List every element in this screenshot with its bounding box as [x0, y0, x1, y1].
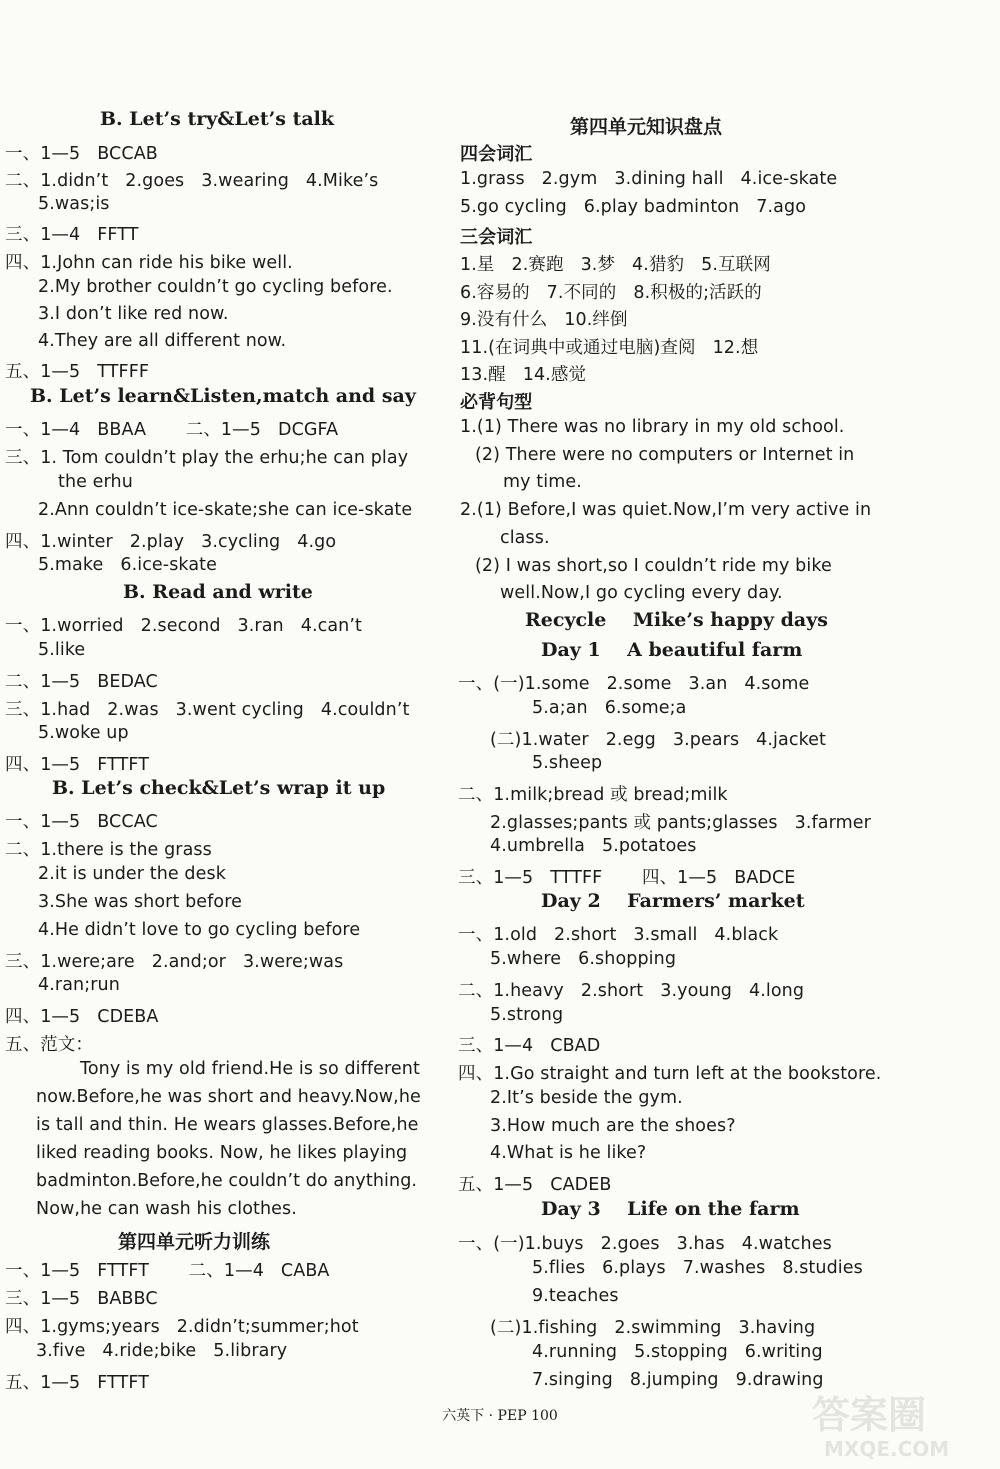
answer-line: 4.running 5.stopping 6.writing	[532, 1342, 823, 1362]
subheading: 必背句型	[460, 392, 533, 413]
day-heading: Day 1 A beautiful farm	[541, 639, 803, 661]
answer-line: 3.How much are the shoes?	[490, 1116, 736, 1136]
answer-line: the erhu	[58, 472, 133, 492]
answer-line: 三、1—5 BABBC	[5, 1289, 158, 1309]
answer-line: 2.My brother couldn’t go cycling before.	[38, 277, 393, 297]
section-heading: 第四单元知识盘点	[570, 116, 723, 138]
answer-line: my time.	[503, 472, 582, 492]
answer-line: 2.It’s beside the gym.	[490, 1088, 683, 1108]
essay-line: Now,he can wash his clothes.	[36, 1199, 297, 1219]
answer-line: 5.make 6.ice-skate	[38, 555, 217, 575]
answer-line: 4.umbrella 5.potatoes	[490, 836, 697, 856]
answer-line: 四、1.winter 2.play 3.cycling 4.go	[5, 532, 337, 552]
answer-line: 3.She was short before	[38, 892, 242, 912]
answer-line: 2.Ann couldn’t ice-skate;she can ice-skate	[38, 500, 413, 520]
section-heading: B. Let’s check&Let’s wrap it up	[52, 777, 386, 799]
answer-line: 四、1.gyms;years 2.didn’t;summer;hot	[5, 1317, 359, 1337]
answer-line: 一、1.worried 2.second 3.ran 4.can’t	[5, 616, 362, 636]
answer-line: 一、(一)1.some 2.some 3.an 4.some	[458, 674, 810, 694]
answer-line: 5.flies 6.plays 7.washes 8.studies	[532, 1258, 863, 1278]
answer-line: well.Now,I go cycling every day.	[500, 583, 783, 603]
answer-line: 13.醒 14.感觉	[460, 365, 587, 385]
essay-line: now.Before,he was short and heavy.Now,he	[36, 1087, 421, 1107]
answer-line: 四、1—5 FTTFT	[5, 755, 150, 775]
answer-line: 11.(在词典中或通过电脑)查阅 12.想	[460, 338, 759, 358]
answer-line: 二、1.didn’t 2.goes 3.wearing 4.Mike’s	[5, 171, 379, 191]
section-heading: B. Let’s learn&Listen,match and say	[30, 385, 416, 407]
essay-line: is tall and thin. He wears glasses.Before,he	[36, 1115, 419, 1135]
answer-line: 五、1—5 FTTFT	[5, 1373, 150, 1393]
essay-line: badminton.Before,he couldn’t do anything.	[36, 1171, 418, 1191]
answer-line: 三、1—5 TTTFF 四、1—5 BADCE	[458, 868, 796, 888]
answer-line: 二、1.there is the grass	[5, 840, 212, 860]
answer-line: 二、1.milk;bread 或 bread;milk	[458, 785, 728, 805]
answer-line: 三、1—4 CBAD	[458, 1036, 601, 1056]
answer-line: 4.ran;run	[38, 975, 120, 995]
answer-line: class.	[500, 528, 550, 548]
watermark-url: MXQE.COM	[824, 1437, 950, 1461]
answer-line: 二、1.heavy 2.short 3.young 4.long	[458, 981, 805, 1001]
section-heading: Recycle Mike’s happy days	[525, 609, 828, 631]
answer-line: (2) I was short,so I couldn’t ride my bike	[475, 556, 832, 576]
answer-line: 5.go cycling 6.play badminton 7.ago	[460, 197, 807, 217]
answer-line: 2.glasses;pants 或 pants;glasses 3.farmer	[490, 813, 871, 833]
answer-line: 5.strong	[490, 1005, 564, 1025]
answer-line: 五、1—5 TTFFF	[5, 362, 150, 382]
answer-line: 三、1.had 2.was 3.went cycling 4.couldn’t	[5, 700, 410, 720]
answer-line: 4.He didn’t love to go cycling before	[38, 920, 361, 940]
answer-line: 1.grass 2.gym 3.dining hall 4.ice-skate	[460, 169, 838, 189]
answer-line: 4.What is he like?	[490, 1143, 647, 1163]
answer-line: 五、1—5 CADEB	[458, 1175, 612, 1195]
answer-line: 四、1.John can ride his bike well.	[5, 253, 293, 273]
answer-line: 一、1—5 FTTFT 二、1—4 CABA	[5, 1261, 330, 1281]
section-heading: B. Read and write	[123, 581, 313, 603]
section-heading: 第四单元听力训练	[118, 1231, 271, 1253]
answer-line: 5.like	[38, 640, 86, 660]
answer-line: 四、1.Go straight and turn left at the bookstore.	[458, 1064, 882, 1084]
answer-line: 一、1—5 BCCAB	[5, 144, 158, 164]
essay-line: Tony is my old friend.He is so different	[80, 1059, 420, 1079]
subheading: 四会词汇	[460, 144, 533, 165]
answer-line: 5.where 6.shopping	[490, 949, 677, 969]
essay-line: liked reading books. Now, he likes playing	[36, 1143, 408, 1163]
answer-line: 5.sheep	[532, 753, 603, 773]
watermark-text: 答案圈	[812, 1393, 927, 1437]
answer-line: 4.They are all different now.	[38, 331, 287, 351]
answer-line: 三、1—4 FFTT	[5, 225, 139, 245]
watermark-logo	[802, 1382, 982, 1462]
answer-line: 一、1.old 2.short 3.small 4.black	[458, 925, 779, 945]
answer-line: 四、1—5 CDEBA	[5, 1007, 159, 1027]
answer-line: 5.woke up	[38, 723, 129, 743]
answer-line: 一、(一)1.buys 2.goes 3.has 4.watches	[458, 1234, 832, 1254]
answer-line: 9.teaches	[532, 1286, 619, 1306]
answer-line: 三、1.were;are 2.and;or 3.were;was	[5, 952, 344, 972]
page-footer: 六英下 · PEP 100	[442, 1408, 558, 1424]
answer-line: 3.five 4.ride;bike 5.library	[36, 1341, 288, 1361]
subheading: 三会词汇	[460, 227, 533, 248]
answer-line: 7.singing 8.jumping 9.drawing	[532, 1370, 824, 1390]
answer-line: 5.was;is	[38, 194, 110, 214]
answer-line: 5.a;an 6.some;a	[532, 698, 687, 718]
day-heading: Day 3 Life on the farm	[541, 1198, 800, 1220]
answer-line: (二)1.fishing 2.swimming 3.having	[490, 1318, 816, 1338]
answer-line: (2) There were no computers or Internet in	[475, 445, 855, 465]
day-heading: Day 2 Farmers’ market	[541, 890, 805, 912]
answer-line: 一、1—5 BCCAC	[5, 812, 158, 832]
answer-line: 1.星 2.赛跑 3.梦 4.猎豹 5.互联网	[460, 255, 771, 275]
answer-line: 2.(1) Before,I was quiet.Now,I’m very active in	[460, 500, 872, 520]
answer-line: 1.(1) There was no library in my old school.	[460, 417, 845, 437]
answer-line: 3.I don’t like red now.	[38, 304, 229, 324]
answer-line: 2.it is under the desk	[38, 864, 226, 884]
answer-line: 三、1. Tom couldn’t play the erhu;he can play	[5, 448, 409, 468]
answer-line: 五、范文：	[5, 1035, 93, 1055]
answer-line: 二、1—5 BEDAC	[5, 672, 158, 692]
answer-line: 9.没有什么 10.绊倒	[460, 310, 628, 330]
answer-line: (二)1.water 2.egg 3.pears 4.jacket	[490, 730, 827, 750]
section-heading: B. Let’s try&Let’s talk	[100, 108, 335, 130]
answer-line: 一、1—4 BBAA 二、1—5 DCGFA	[5, 420, 339, 440]
answer-line: 6.容易的 7.不同的 8.积极的;活跃的	[460, 283, 762, 303]
